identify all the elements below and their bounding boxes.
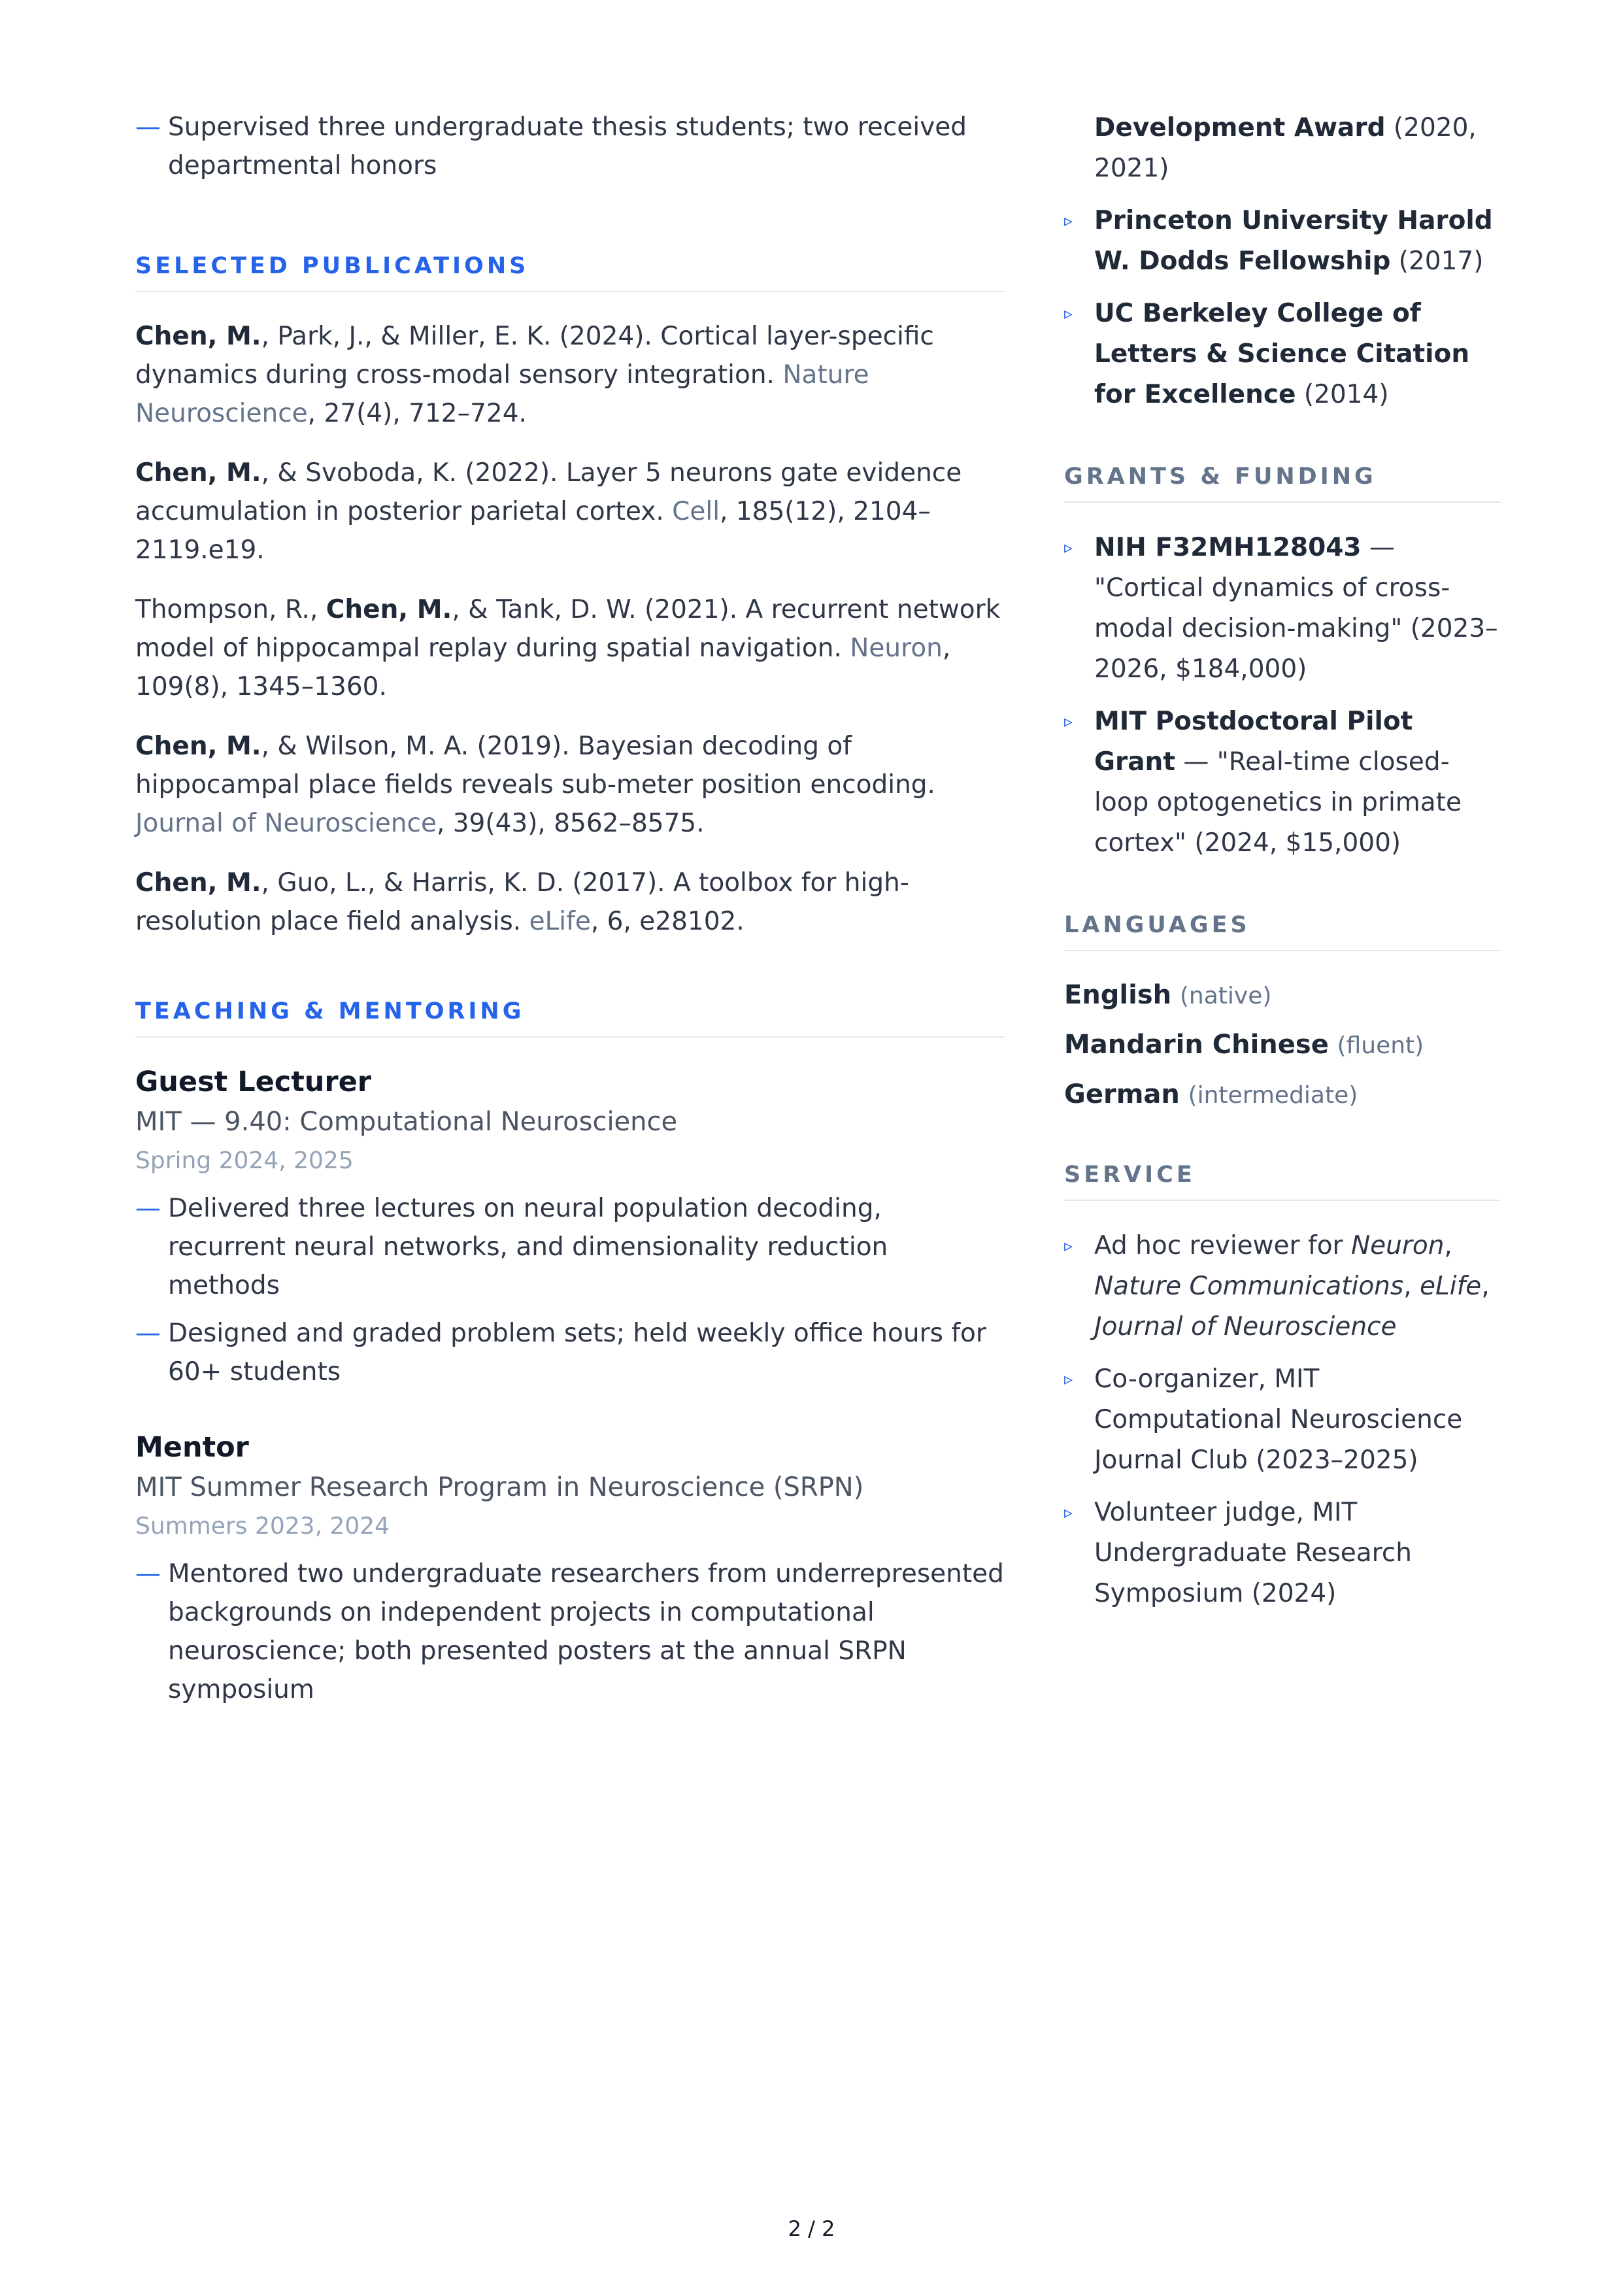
language-item [1064, 1075, 1501, 1115]
pub-author-self: Chen, M. [135, 868, 261, 898]
grant-details: — "Real-time closed-loop optogenetics in primate cortex" (2024, $15,000) [1094, 747, 1462, 858]
pub-author-self: Chen, M. [135, 458, 261, 488]
role-bullet [135, 1555, 1005, 1709]
publications-heading: SELECTED PUBLICATIONS [135, 253, 1005, 292]
pub-citation: , Park, J., & Miller, E. K. (2024). Cortical layer-specific dynamics during cross-modal sensory integration. [135, 322, 934, 390]
pub-author-self: Chen, M. [326, 595, 452, 624]
publication-entry [135, 727, 1005, 843]
journal-name: Nature Communications [1094, 1272, 1404, 1301]
publication-entry [135, 317, 1005, 433]
role-organization: MIT Summer Research Program in Neuroscience (SRPN) [135, 1472, 864, 1502]
pub-journal: Cell [672, 497, 720, 526]
service-item [1064, 1226, 1501, 1347]
bullet-text: Designed and graded problem sets; held weekly office hours for 60+ students [168, 1319, 986, 1387]
dash-icon: — [135, 1194, 161, 1223]
language-level: (native) [1179, 983, 1272, 1009]
experience-bullet [135, 108, 1005, 185]
service-text: Volunteer judge, MIT Undergraduate Research Symposium (2024) [1094, 1498, 1412, 1608]
grant-item [1064, 528, 1501, 690]
award-item-continued [1064, 108, 1501, 189]
pub-citation: , & Wilson, M. A. (2019). Bayesian decoding of hippocampal place fields reveals sub-meter position encoding. [135, 732, 935, 800]
service-item [1064, 1359, 1501, 1481]
role-title: Guest Lecturer [135, 1066, 371, 1098]
pub-journal: Journal of Neuroscience [135, 809, 437, 838]
service-text: Ad hoc reviewer for [1094, 1231, 1351, 1260]
language-item [1064, 1026, 1501, 1065]
role-entry [135, 1428, 1005, 1709]
role-entry [135, 1062, 1005, 1391]
publications-list [135, 317, 1005, 941]
pub-journal: eLife [529, 907, 591, 936]
triangle-bullet-icon: ▹ [1064, 304, 1073, 324]
dash-icon: — [135, 1319, 161, 1348]
role-organization: MIT — 9.40: Computational Neuroscience [135, 1107, 678, 1137]
award-name: Princeton University Harold W. Dodds Fellowship [1094, 206, 1493, 276]
award-year: (2020, 2021) [1094, 113, 1477, 183]
triangle-bullet-icon: ▹ [1064, 1503, 1073, 1523]
teaching-heading: TEACHING & MENTORING [135, 998, 1005, 1038]
language-level: (fluent) [1337, 1032, 1424, 1059]
pub-journal: Nature Neuroscience [135, 360, 869, 428]
grant-item [1064, 701, 1501, 864]
grants-heading: GRANTS & FUNDING [1064, 464, 1501, 503]
pub-author-self: Chen, M. [135, 322, 261, 351]
pub-volume: , 109(8), 1345–1360. [135, 633, 951, 701]
bullet-text: Mentored two undergraduate researchers from underrepresented backgrounds on independent projects in computational neuroscience; both presented posters at the annual SRPN symposium [168, 1559, 1004, 1704]
language-name: German [1064, 1079, 1180, 1109]
pub-volume: , 27(4), 712–724. [307, 399, 527, 428]
pub-volume: , 185(12), 2104–2119.e19. [135, 497, 931, 565]
right-column [1064, 108, 1501, 1626]
dash-icon: — [135, 1559, 161, 1589]
triangle-bullet-icon: ▹ [1064, 538, 1073, 558]
pub-authors-before: Thompson, R., [135, 595, 326, 624]
separator: , [1403, 1272, 1420, 1301]
triangle-bullet-icon: ▹ [1064, 1236, 1073, 1256]
role-title: Mentor [135, 1431, 249, 1464]
journal-name: Neuron [1351, 1231, 1445, 1260]
grant-name: NIH F32MH128043 [1094, 533, 1362, 562]
grant-details: — "Cortical dynamics of cross-modal decision-making" (2023–2026, $184,000) [1094, 533, 1498, 684]
separator: , [1444, 1231, 1452, 1260]
dash-icon: — [135, 112, 161, 142]
award-item [1064, 294, 1501, 415]
publication-entry [135, 864, 1005, 941]
award-name: Development Award [1094, 113, 1386, 143]
languages-heading: LANGUAGES [1064, 912, 1501, 951]
publication-entry [135, 590, 1005, 706]
separator: , [1481, 1272, 1490, 1301]
triangle-bullet-icon: ▹ [1064, 712, 1073, 732]
pub-author-self: Chen, M. [135, 732, 261, 761]
language-level: (intermediate) [1188, 1082, 1358, 1109]
language-name: Mandarin Chinese [1064, 1030, 1329, 1060]
award-year: (2014) [1296, 380, 1389, 409]
pub-volume: , 6, e28102. [590, 907, 745, 936]
service-text: Co-organizer, MIT Computational Neuroscience Journal Club (2023–2025) [1094, 1364, 1463, 1475]
journal-name: eLife [1420, 1272, 1482, 1301]
award-item [1064, 201, 1501, 282]
triangle-bullet-icon: ▹ [1064, 211, 1073, 231]
pub-citation: , & Tank, D. W. (2021). A recurrent network model of hippocampal replay during spatial navigation. [135, 595, 1001, 663]
role-date: Summers 2023, 2024 [135, 1513, 390, 1540]
bullet-text: Delivered three lectures on neural population decoding, recurrent neural networks, and dimensionality reduction methods [168, 1194, 888, 1300]
award-year: (2017) [1390, 246, 1484, 276]
grant-name: MIT Postdoctoral Pilot Grant [1094, 707, 1413, 777]
bullet-text: Supervised three undergraduate thesis students; two received departmental honors [168, 112, 967, 180]
service-heading: SERVICE [1064, 1162, 1501, 1201]
role-bullet [135, 1314, 1005, 1391]
pub-citation: , & Svoboda, K. (2022). Layer 5 neurons gate evidence accumulation in posterior parietal cortex. [135, 458, 962, 526]
language-item [1064, 976, 1501, 1015]
journal-name: Journal of Neuroscience [1094, 1312, 1397, 1342]
pub-citation: , Guo, L., & Harris, K. D. (2017). A toolbox for high-resolution place field analysis. [135, 868, 909, 936]
triangle-bullet-icon: ▹ [1064, 1370, 1073, 1389]
role-date: Spring 2024, 2025 [135, 1147, 354, 1174]
left-column [135, 108, 1005, 1718]
page-number: 2 / 2 [788, 2216, 835, 2241]
role-bullet [135, 1189, 1005, 1305]
service-item [1064, 1493, 1501, 1614]
language-name: English [1064, 980, 1172, 1010]
pub-journal: Neuron [850, 633, 943, 663]
award-name: UC Berkeley College of Letters & Science Citation for Excellence [1094, 299, 1470, 409]
publication-entry [135, 454, 1005, 569]
pub-volume: , 39(43), 8562–8575. [436, 809, 705, 838]
